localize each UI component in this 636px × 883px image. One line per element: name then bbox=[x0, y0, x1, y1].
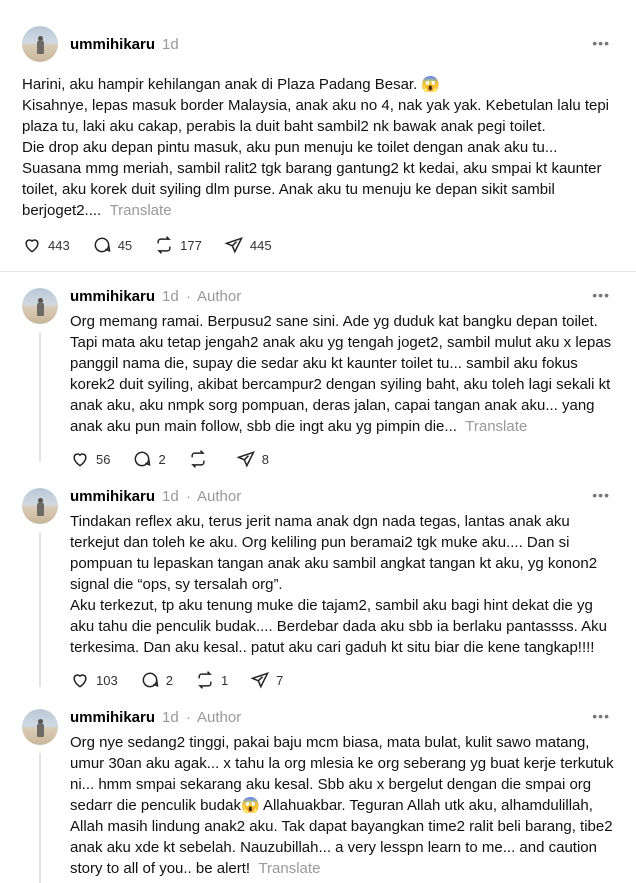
thread-line bbox=[39, 753, 41, 883]
post-text-content: Org nye sedang2 tinggi, pakai baju mcm biasa, mata bulat, kulit sawo matang, umur 30an aku agak... x tahu la org mlesia ke org seberang yg buat kerje terkutuk ni... hmm smpai sekarang aku kesal. Sbb aku x bergelut dengan die smpai org sedarr die penculik budak😱 Allahuakbar. Teguran Allah utk aku, alhamdulillah, Allah masih lindung anak2 aku. Tak dapat bayangkan time2 ralit beli barang, tibe2 anak aku xde kt sebelah. Nauzubillah... a very lesspn learn to me... and caution story to all of you.. be alert! bbox=[70, 734, 614, 877]
separator-dot: · bbox=[186, 709, 191, 726]
share-count: 445 bbox=[249, 237, 272, 253]
translate-link[interactable]: Translate bbox=[109, 202, 172, 219]
heart-icon bbox=[70, 670, 90, 690]
author-badge: Author bbox=[197, 288, 242, 305]
more-icon[interactable]: ••• bbox=[592, 35, 610, 51]
reply-post bbox=[0, 693, 636, 883]
comment-icon bbox=[132, 449, 152, 469]
reply-count: 45 bbox=[117, 237, 133, 253]
repost-button[interactable] bbox=[195, 670, 228, 690]
reply-post bbox=[0, 472, 636, 697]
send-icon bbox=[224, 235, 244, 255]
thread-line bbox=[39, 532, 41, 687]
avatar[interactable] bbox=[22, 26, 58, 62]
more-icon[interactable]: ••• bbox=[592, 487, 610, 503]
like-count: 443 bbox=[48, 237, 70, 253]
repost-button[interactable] bbox=[154, 235, 202, 255]
reply-count: 2 bbox=[158, 451, 166, 467]
post-text bbox=[70, 511, 620, 658]
avatar[interactable] bbox=[22, 288, 58, 324]
post-text-content: Harini, aku hampir kehilangan anak di Plaza Padang Besar. 😱 Kisahnye, lepas masuk border Malaysia, anak aku no 4, nak yak yak. Kebetulan lalu tepi plaza tu, laki aku cakap, perabis la duit baht sambil2 nk bawak anak pegi toilet. Die drop aku depan pintu masuk, aku pun menuju ke toilet dengan anak aku tu... Suasana mmg meriah, sambil ralit2 tgk barang gantung2 kt kedai, aku smpai kt kaunter toilet, aku korek duit syiling dlm purse. Anak aku tu menuju ke depan sikit sambil berjoget2.... bbox=[22, 76, 610, 219]
post-text bbox=[70, 311, 620, 437]
author-name[interactable]: ummihikaru bbox=[70, 709, 156, 726]
post-text-content: Org memang ramai. Berpusu2 sane sini. Ade yg duduk kat bangku depan toilet. Tapi mata aku tetap jengah2 anak aku yg tengah joget2, sambil mulut aku x lepas panggil nama die, supay die sedar aku kt kaunter toilet tu... sambil aku fokus korek2 duit syiling, akibat bercampur2 dengan syiling baht, aku toleh lagi sekali kt anak aku, aku nmpk sorg pompuan, deras jalan, capai tangan anak aku... yang anak aku pun main follow, sbb die ingt aku yg pimpin die... bbox=[70, 313, 612, 435]
share-button[interactable] bbox=[250, 670, 283, 690]
repost-icon bbox=[154, 235, 174, 255]
share-count: 8 bbox=[261, 451, 269, 467]
repost-icon bbox=[195, 670, 215, 690]
reply-button[interactable] bbox=[140, 670, 173, 690]
post-main bbox=[0, 0, 636, 270]
author-badge: Author bbox=[197, 488, 242, 505]
separator-dot: · bbox=[186, 488, 191, 505]
repost-count: 1 bbox=[220, 672, 229, 688]
comment-icon bbox=[92, 235, 112, 255]
author-badge: Author bbox=[197, 709, 242, 726]
separator-dot: · bbox=[186, 288, 191, 305]
reply-post bbox=[0, 272, 636, 472]
author-name[interactable]: ummihikaru bbox=[70, 488, 156, 505]
more-icon[interactable]: ••• bbox=[592, 287, 610, 303]
post-text bbox=[70, 732, 620, 879]
like-count: 103 bbox=[96, 672, 118, 688]
avatar[interactable] bbox=[22, 488, 58, 524]
like-count: 56 bbox=[96, 451, 111, 467]
share-count: 7 bbox=[276, 672, 284, 688]
share-button[interactable] bbox=[236, 449, 269, 469]
like-button[interactable] bbox=[70, 670, 118, 690]
translate-link[interactable]: Translate bbox=[465, 418, 528, 435]
action-bar bbox=[70, 449, 291, 469]
like-button[interactable] bbox=[22, 235, 70, 255]
avatar[interactable] bbox=[22, 709, 58, 745]
post-text bbox=[22, 74, 618, 221]
author-name[interactable]: ummihikaru bbox=[70, 36, 156, 53]
action-bar bbox=[22, 235, 294, 255]
send-icon bbox=[250, 670, 270, 690]
more-icon[interactable]: ••• bbox=[592, 708, 610, 724]
reply-button[interactable] bbox=[132, 449, 165, 469]
translate-link[interactable]: Translate bbox=[258, 860, 321, 877]
thread-line bbox=[39, 332, 41, 462]
author-name[interactable]: ummihikaru bbox=[70, 288, 156, 305]
post-time[interactable]: 1d bbox=[162, 709, 179, 726]
like-button[interactable] bbox=[70, 449, 110, 469]
comment-icon bbox=[140, 670, 160, 690]
repost-button[interactable] bbox=[188, 449, 214, 469]
repost-icon bbox=[188, 449, 208, 469]
post-time[interactable]: 1d bbox=[162, 36, 179, 53]
heart-icon bbox=[22, 235, 42, 255]
share-button[interactable] bbox=[224, 235, 272, 255]
post-time[interactable]: 1d bbox=[162, 488, 179, 505]
post-text-content: Tindakan reflex aku, terus jerit nama anak dgn nada tegas, lantas anak aku terkejut dan toleh ke aku. Org keliling pun beramai2 tgk muke aku.... Dan si pompuan tu lepaskan tangan anak aku sambil angkat tangan kt aku, yg konon2 signal die “ops, sy tersalah org”. Aku terkezut, tp aku tenung muke die tajam2, sambil aku bagi hint dekat die yg aku tahu die penculik budak.... Berdebar dada aku sbb ia berlaku pantassss. Aku terkesima. Dan aku kesal.. patut aku cari gaduh kt situ biar die kene tangkap!!!! bbox=[70, 513, 608, 656]
action-bar bbox=[70, 670, 305, 690]
reply-button[interactable] bbox=[92, 235, 132, 255]
send-icon bbox=[236, 449, 256, 469]
reply-count: 2 bbox=[165, 672, 173, 688]
repost-count: 177 bbox=[180, 237, 202, 253]
post-time[interactable]: 1d bbox=[162, 288, 179, 305]
heart-icon bbox=[70, 449, 90, 469]
